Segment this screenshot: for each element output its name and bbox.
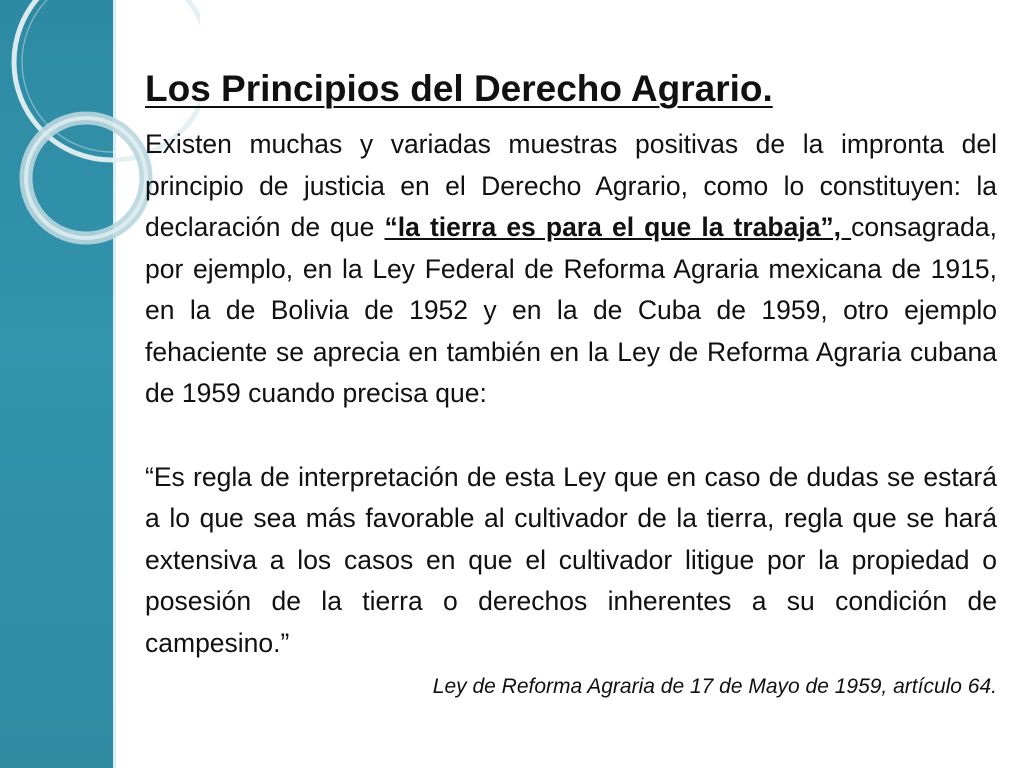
- paragraph-text-part2: consagrada, por ejemplo, en la Ley Federal de Reforma Agraria mexicana de 1915, en la de Bolivia de 1952 y en la de Cuba de 1959, otro ejemplo fehaciente se aprecia en también en la Ley de Reforma Agraria cubana de 1959 cuando precisa que:: [145, 212, 997, 408]
- emphasized-quote: “la tierra es para el que la trabaja”,: [384, 212, 852, 242]
- legal-quote: “Es regla de interpretación de esta Ley que en caso de dudas se estará a lo que sea más favorable al cultivador de la tierra, regla que se hará extensiva a los casos en que el cultivador litigue por la propiedad o posesión de la tierra o derechos inherentes a su condición de campesino.”: [145, 461, 997, 658]
- side-band-divider: [113, 0, 116, 768]
- slide-title: Los Principios del Derecho Agrario.: [145, 68, 773, 109]
- body-paragraph: [145, 124, 997, 415]
- paragraph-text-part1: Existen muchas y variadas muestras positivas de la impronta del principio de justicia en el Derecho Agrario, como lo constituyen: la declaración de que: [145, 129, 997, 242]
- slide-content: [145, 64, 997, 704]
- side-decoration-band: [0, 0, 113, 768]
- quote-citation: Ley de Reforma Agraria de 17 de Mayo de 1959, artículo 64.: [432, 675, 997, 698]
